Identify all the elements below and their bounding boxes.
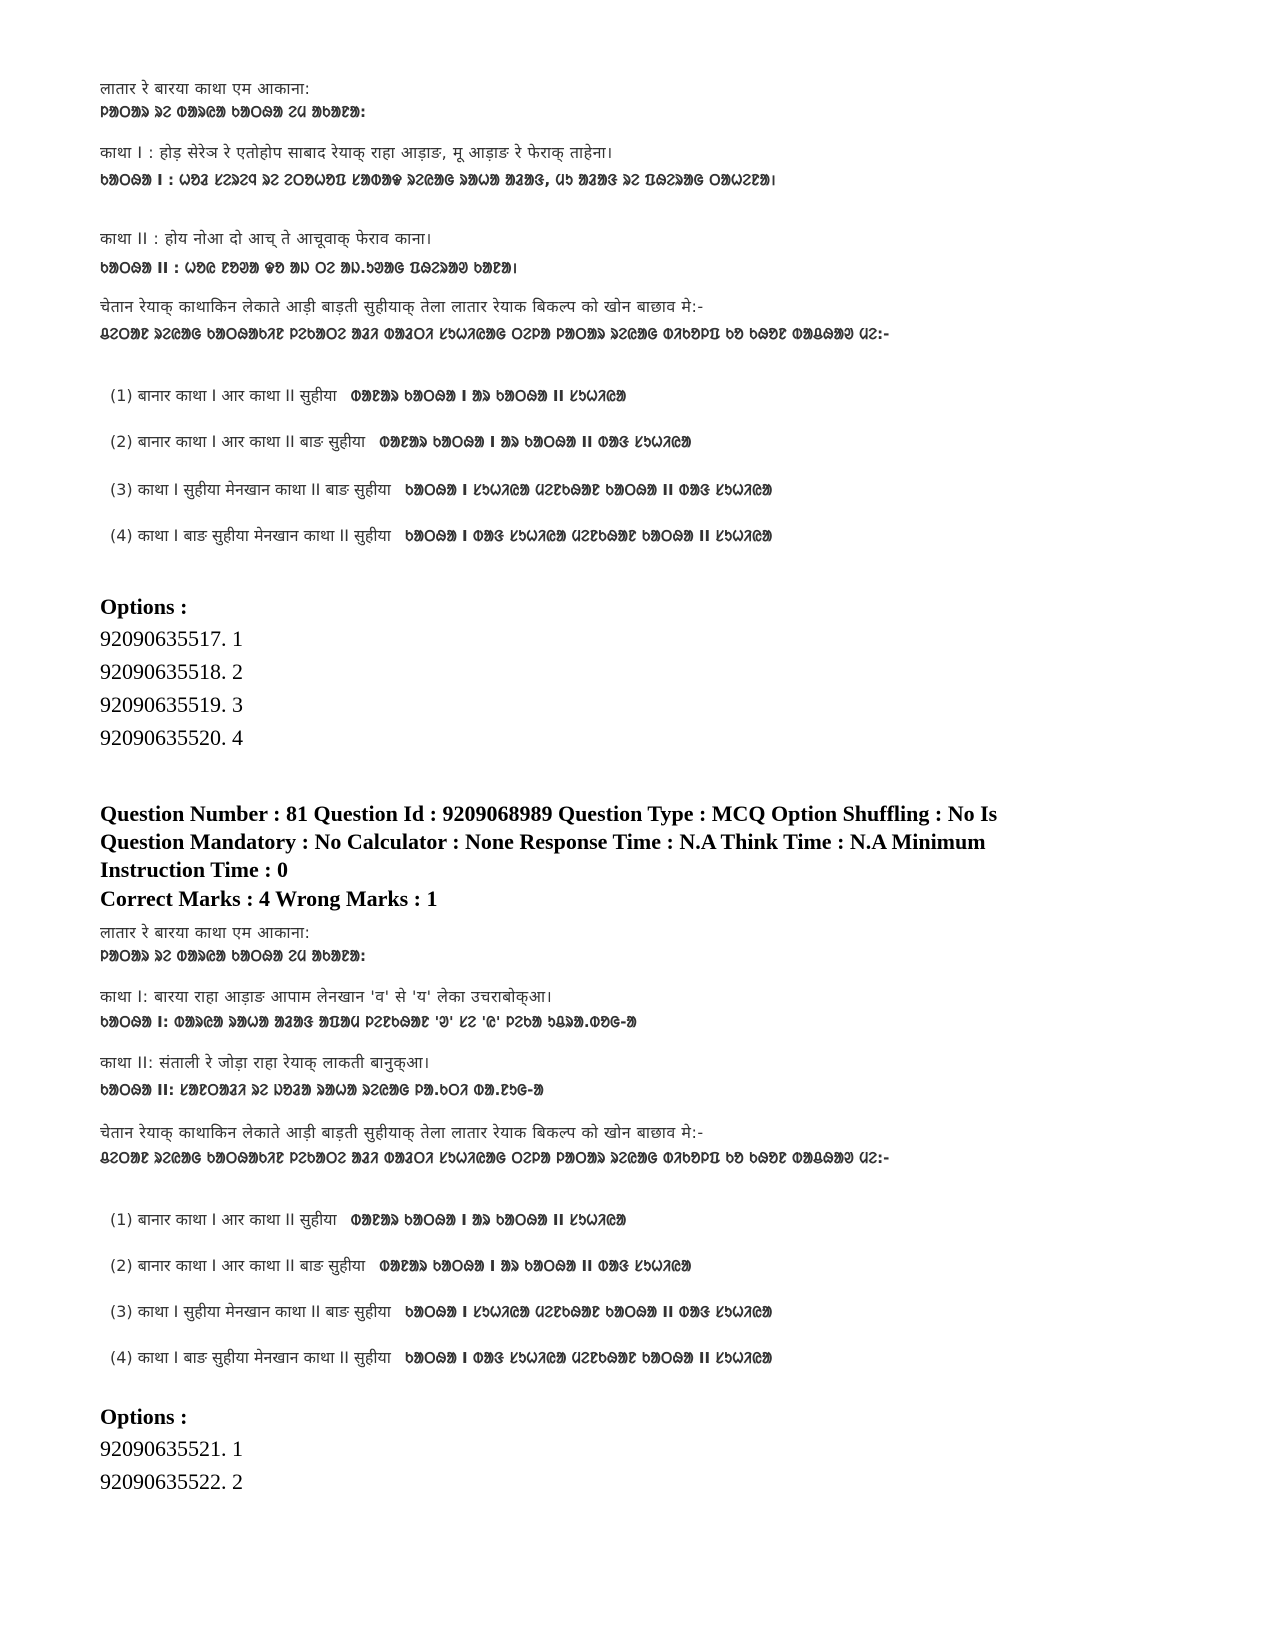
q80-statement-1-devanagari: काथा I : होड़ सेरेञ रे एतोहोप साबाद रेयाक् राहा आड़ाङ, मू आड़ाङ रे फेराक् ताहेना।	[100, 143, 613, 162]
q81-instruction-olchiki: ᱞᱟᱛᱟᱨ ᱨᱮ ᱵᱟᱨᱭᱟ ᱠᱟᱛᱷᱟ ᱮᱢ ᱟᱠᱟᱱᱟ:	[100, 947, 367, 965]
q80-choice-1	[110, 384, 626, 406]
q81-statement-2-devanagari: काथा II: संताली रे जोड़ा राहा रेयाक् लाकती बानुक्आ।	[100, 1053, 430, 1072]
q80-option-1: 92090635517. 1	[100, 626, 243, 651]
q80-options-label: Options :	[100, 594, 188, 619]
q81-statement-1-devanagari: काथा I: बारया राहा आड़ाङ आपाम लेनखान 'व' से 'य' लेका उचराबोक्आ।	[100, 987, 553, 1006]
q80-option-4: 92090635520. 4	[100, 725, 243, 750]
choice-olchiki: ᱵᱟᱱᱟᱨ ᱠᱟᱛᱷᱟ I ᱟᱨ ᱠᱟᱛᱷᱟ II ᱵᱟᱝ ᱥᱩᱦᱤᱭᱟ	[379, 1257, 692, 1275]
choice-devanagari: (2) बानार काथा I आर काथा II बाङ सुहीया	[110, 432, 366, 451]
choice-olchiki: ᱵᱟᱱᱟᱨ ᱠᱟᱛᱷᱟ I ᱟᱨ ᱠᱟᱛᱷᱟ II ᱵᱟᱝ ᱥᱩᱦᱤᱭᱟ	[379, 433, 692, 451]
q81-prompt-devanagari: चेतान रेयाक् काथाकिन लेकाते आड़ी बाड़ती सुहीयाक् तेला लातार रेयाक बिकल्प को खोन बाछाव मे:-	[100, 1123, 704, 1142]
q81-choice-1	[110, 1208, 626, 1230]
q81-option-1: 92090635521. 1	[100, 1436, 243, 1461]
q80-statement-2-devanagari: काथा II : होय नोआ दो आच् ते आचूवाक् फेराव काना।	[100, 229, 432, 248]
q80-choice-2	[110, 430, 691, 452]
q80-choice-4	[110, 524, 772, 546]
choice-devanagari: (1) बानार काथा I आर काथा II सुहीया	[110, 386, 337, 405]
q81-statement-1-olchiki: ᱠᱟᱛᱷᱟ I: ᱵᱟᱨᱭᱟ ᱨᱟᱦᱟ ᱟᱲᱟᱝ ᱟᱯᱟᱢ ᱞᱮᱱᱠᱷᱟᱱ 'ᱣ' ᱥᱮ 'ᱭ' ᱞᱮᱠᱟ ᱩᱪᱨᱟ.ᱵᱚᱜ-ᱟ	[100, 1013, 637, 1031]
q80-statement-2-olchiki: ᱠᱟᱛᱷᱟ II : ᱦᱚᱭ ᱱᱚᱣᱟ ᱫᱚ ᱟᱡ ᱛᱮ ᱟᱡ.ᱩᱣᱟᱜ ᱯᱷᱮᱨᱟᱣ ᱠᱟᱱᱟ।	[100, 259, 518, 277]
q81-options-label: Options :	[100, 1404, 188, 1429]
q80-choice-3	[110, 478, 772, 500]
q81-marks: Correct Marks : 4 Wrong Marks : 1	[100, 886, 438, 911]
choice-devanagari: (3) काथा I सुहीया मेनखान काथा II बाङ सुहीया	[110, 480, 391, 499]
q80-option-2: 92090635518. 2	[100, 659, 243, 684]
q80-option-3: 92090635519. 3	[100, 692, 243, 717]
choice-olchiki: ᱵᱟᱱᱟᱨ ᱠᱟᱛᱷᱟ I ᱟᱨ ᱠᱟᱛᱷᱟ II ᱥᱩᱦᱤᱭᱟ	[350, 1211, 627, 1229]
choice-devanagari: (4) काथा I बाङ सुहीया मेनखान काथा II सुहीया	[110, 526, 391, 545]
choice-olchiki: ᱠᱟᱛᱷᱟ I ᱥᱩᱦᱤᱭᱟ ᱢᱮᱱᱠᱷᱟᱱ ᱠᱟᱛᱷᱟ II ᱵᱟᱝ ᱥᱩᱦᱤᱭᱟ	[404, 1303, 773, 1321]
q81-choice-2	[110, 1254, 691, 1276]
q81-prompt-olchiki: ᱪᱮᱛᱟᱱ ᱨᱮᱭᱟᱜ ᱠᱟᱛᱷᱟᱠᱤᱱ ᱞᱮᱠᱟᱛᱮ ᱟᱲᱤ ᱵᱟᱲᱛᱤ ᱥᱩᱦᱤᱭᱟᱜ ᱛᱮᱞᱟ ᱞᱟᱛᱟᱨ ᱨᱮᱭᱟᱜ ᱵᱤᱠᱚᱞᱯ ᱠᱚ ᱠᱷᱚᱱ ᱵᱟᱪᱷᱟᱣ ᱢᱮ:-	[100, 1149, 890, 1167]
choice-devanagari: (2) बानार काथा I आर काथा II बाङ सुहीया	[110, 1256, 366, 1275]
choice-olchiki: ᱠᱟᱛᱷᱟ I ᱵᱟᱝ ᱥᱩᱦᱤᱭᱟ ᱢᱮᱱᱠᱷᱟᱱ ᱠᱟᱛᱷᱟ II ᱥᱩᱦᱤᱭᱟ	[404, 527, 773, 545]
choice-devanagari: (1) बानार काथा I आर काथा II सुहीया	[110, 1210, 337, 1229]
choice-olchiki: ᱵᱟᱱᱟᱨ ᱠᱟᱛᱷᱟ I ᱟᱨ ᱠᱟᱛᱷᱟ II ᱥᱩᱦᱤᱭᱟ	[350, 387, 627, 405]
q81-instruction-devanagari: लातार रे बारया काथा एम आकाना:	[100, 923, 311, 942]
q81-choice-4	[110, 1346, 772, 1368]
q81-statement-2-olchiki: ᱠᱟᱛᱷᱟ II: ᱥᱟᱱᱛᱟᱲᱤ ᱨᱮ ᱡᱚᱲᱟ ᱨᱟᱦᱟ ᱨᱮᱭᱟᱜ ᱞᱟ.ᱠᱛᱤ ᱵᱟ.ᱱᱩᱜ-ᱟ	[100, 1081, 544, 1099]
choice-devanagari: (4) काथा I बाङ सुहीया मेनखान काथा II सुहीया	[110, 1348, 391, 1367]
q81-header: Question Number : 81 Question Id : 9209068989 Question Type : MCQ Option Shuffling : No Is Question Mandatory : No Calculator : None Response Time : N.A Think Time : N.A Minimum Instruction Time : 0	[100, 801, 998, 882]
q81-choice-3	[110, 1300, 772, 1322]
q80-instruction-olchiki: ᱞᱟᱛᱟᱨ ᱨᱮ ᱵᱟᱨᱭᱟ ᱠᱟᱛᱷᱟ ᱮᱢ ᱟᱠᱟᱱᱟ:	[100, 103, 367, 121]
choice-devanagari: (3) काथा I सुहीया मेनखान काथा II बाङ सुहीया	[110, 1302, 391, 1321]
q80-statement-1-olchiki: ᱠᱟᱛᱷᱟ I : ᱦᱚᱲ ᱥᱮᱨᱮᱧ ᱨᱮ ᱮᱛᱚᱦᱚᱯ ᱥᱟᱵᱟᱫ ᱨᱮᱭᱟᱜ ᱨᱟᱦᱟ ᱟᱲᱟᱝ, ᱢᱩ ᱟᱲᱟᱝ ᱨᱮ ᱯᱷᱮᱨᱟᱜ ᱛᱟᱦᱮᱱᱟ।	[100, 171, 776, 189]
q80-prompt-devanagari: चेतान रेयाक् काथाकिन लेकाते आड़ी बाड़ती सुहीयाक् तेला लातार रेयाक बिकल्प को खोन बाछाव मे:-	[100, 297, 704, 316]
q80-prompt-olchiki: ᱪᱮᱛᱟᱱ ᱨᱮᱭᱟᱜ ᱠᱟᱛᱷᱟᱠᱤᱱ ᱞᱮᱠᱟᱛᱮ ᱟᱲᱤ ᱵᱟᱲᱛᱤ ᱥᱩᱦᱤᱭᱟᱜ ᱛᱮᱞᱟ ᱞᱟᱛᱟᱨ ᱨᱮᱭᱟᱜ ᱵᱤᱠᱚᱞᱯ ᱠᱚ ᱠᱷᱚᱱ ᱵᱟᱪᱷᱟᱣ ᱢᱮ:-	[100, 325, 890, 343]
choice-olchiki: ᱠᱟᱛᱷᱟ I ᱥᱩᱦᱤᱭᱟ ᱢᱮᱱᱠᱷᱟᱱ ᱠᱟᱛᱷᱟ II ᱵᱟᱝ ᱥᱩᱦᱤᱭᱟ	[404, 481, 773, 499]
q81-option-2: 92090635522. 2	[100, 1469, 243, 1494]
choice-olchiki: ᱠᱟᱛᱷᱟ I ᱵᱟᱝ ᱥᱩᱦᱤᱭᱟ ᱢᱮᱱᱠᱷᱟᱱ ᱠᱟᱛᱷᱟ II ᱥᱩᱦᱤᱭᱟ	[404, 1349, 773, 1367]
q80-instruction-devanagari: लातार रे बारया काथा एम आकाना:	[100, 79, 311, 98]
